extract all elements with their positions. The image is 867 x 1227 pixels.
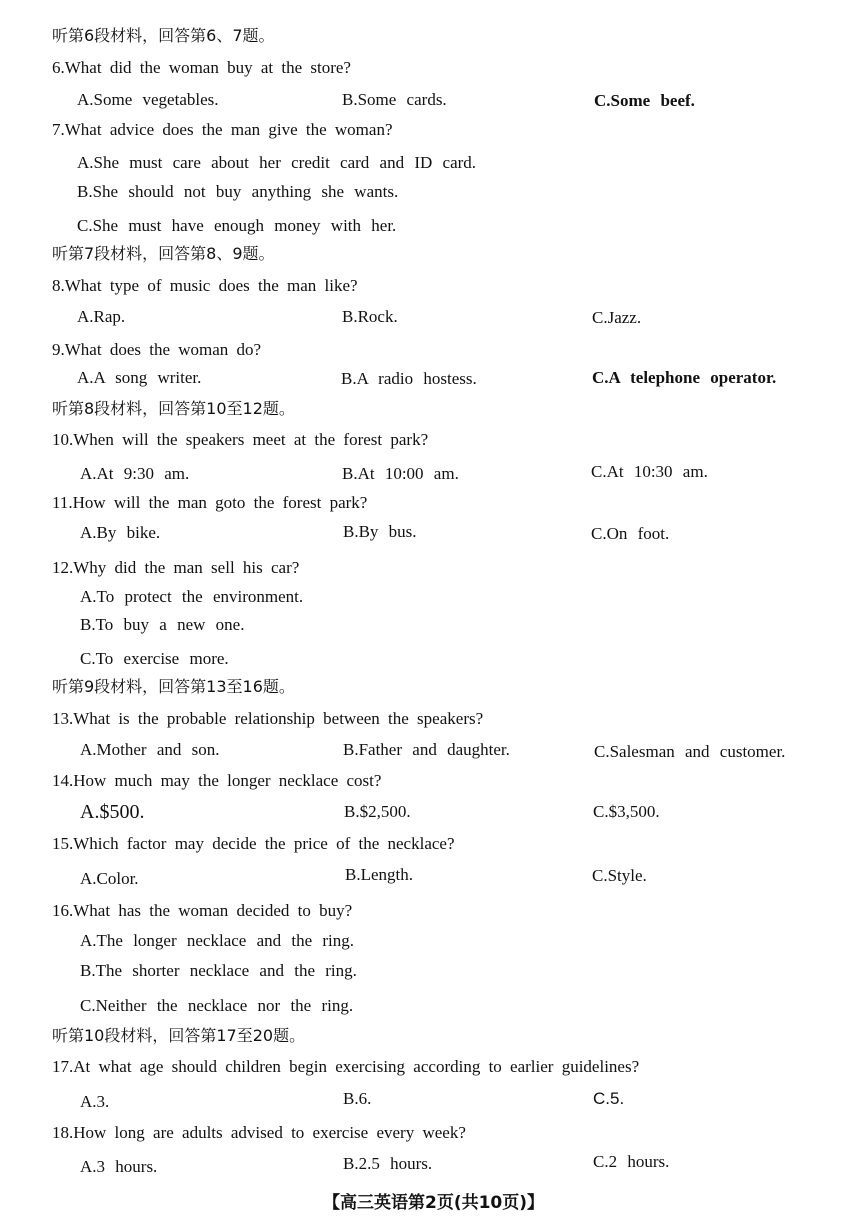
q12-option-c: C.To exercise more. bbox=[80, 649, 229, 668]
q12-option-a: A.To protect the environment. bbox=[80, 587, 304, 606]
q6-option-b: B.Some cards. bbox=[342, 90, 447, 109]
q10-option-c: C.At 10:30 am. bbox=[591, 462, 708, 481]
q6-option-a: A.Some vegetables. bbox=[77, 90, 219, 109]
q13-option-c: C.Salesman and customer. bbox=[594, 742, 786, 761]
section-heading-8: 听第8段材料，回答第10至12题。 bbox=[52, 399, 295, 418]
q15-option-a: A.Color. bbox=[80, 869, 139, 888]
q17-option-b: B.6. bbox=[343, 1089, 372, 1108]
question-10: 10.When will the speakers meet at the forest park? bbox=[52, 430, 429, 449]
q14-option-b: B.$2,500. bbox=[344, 802, 411, 821]
q9-option-a: A.A song writer. bbox=[77, 368, 202, 387]
question-11: 11.How will the man goto the forest park? bbox=[52, 493, 368, 512]
q16-option-b: B.The shorter necklace and the ring. bbox=[80, 961, 357, 980]
q16-option-a: A.The longer necklace and the ring. bbox=[80, 931, 355, 950]
question-15: 15.Which factor may decide the price of the necklace? bbox=[52, 834, 455, 853]
q8-option-a: A.Rap. bbox=[77, 307, 126, 326]
q10-option-b: B.At 10:00 am. bbox=[342, 464, 459, 483]
question-16: 16.What has the woman decided to buy? bbox=[52, 901, 353, 920]
page-footer: 【高三英语第2页(共10页)】 bbox=[322, 1193, 545, 1213]
question-8: 8.What type of music does the man like? bbox=[52, 276, 358, 295]
q7-option-a: A.She must care about her credit card and ID card. bbox=[77, 153, 477, 172]
q8-option-b: B.Rock. bbox=[342, 307, 398, 326]
q17-option-c: C.5. bbox=[593, 1089, 625, 1108]
q14-option-c: C.$3,500. bbox=[593, 802, 660, 821]
q14-option-a: A.$500. bbox=[80, 801, 145, 823]
q10-option-a: A.At 9:30 am. bbox=[80, 464, 190, 483]
q6-option-c: C.Some beef. bbox=[594, 91, 695, 110]
section-heading-9: 听第9段材料，回答第13至16题。 bbox=[52, 677, 295, 696]
q17-option-a: A.3. bbox=[80, 1092, 110, 1111]
section-heading-7: 听第7段材料，回答第8、9题。 bbox=[52, 244, 275, 263]
question-13: 13.What is the probable relationship between the speakers? bbox=[52, 709, 484, 728]
question-9: 9.What does the woman do? bbox=[52, 340, 262, 359]
q7-option-b: B.She should not buy anything she wants. bbox=[77, 182, 399, 201]
q7-option-c: C.She must have enough money with her. bbox=[77, 216, 397, 235]
q13-option-a: A.Mother and son. bbox=[80, 740, 220, 759]
q15-option-b: B.Length. bbox=[345, 865, 413, 884]
q18-option-b: B.2.5 hours. bbox=[343, 1154, 433, 1173]
question-18: 18.How long are adults advised to exercise every week? bbox=[52, 1123, 466, 1142]
q15-option-c: C.Style. bbox=[592, 866, 647, 885]
section-heading-6: 听第6段材料，回答第6、7题。 bbox=[52, 26, 275, 45]
question-7: 7.What advice does the man give the woman? bbox=[52, 120, 393, 139]
question-12: 12.Why did the man sell his car? bbox=[52, 558, 300, 577]
section-heading-10: 听第10段材料，回答第17至20题。 bbox=[52, 1026, 306, 1045]
q11-option-a: A.By bike. bbox=[80, 523, 161, 542]
q8-option-c: C.Jazz. bbox=[592, 308, 642, 327]
q9-option-c: C.A telephone operator. bbox=[592, 368, 777, 387]
q18-option-c: C.2 hours. bbox=[593, 1152, 670, 1171]
q12-option-b: B.To buy a new one. bbox=[80, 615, 245, 634]
q11-option-c: C.On foot. bbox=[591, 524, 670, 543]
question-6: 6.What did the woman buy at the store? bbox=[52, 58, 351, 77]
q11-option-b: B.By bus. bbox=[343, 522, 417, 541]
q18-option-a: A.3 hours. bbox=[80, 1157, 158, 1176]
question-17: 17.At what age should children begin exercising according to earlier guidelines? bbox=[52, 1057, 640, 1076]
q13-option-b: B.Father and daughter. bbox=[343, 740, 510, 759]
q9-option-b: B.A radio hostess. bbox=[341, 369, 477, 388]
question-14: 14.How much may the longer necklace cost? bbox=[52, 771, 382, 790]
q16-option-c: C.Neither the necklace nor the ring. bbox=[80, 996, 354, 1015]
